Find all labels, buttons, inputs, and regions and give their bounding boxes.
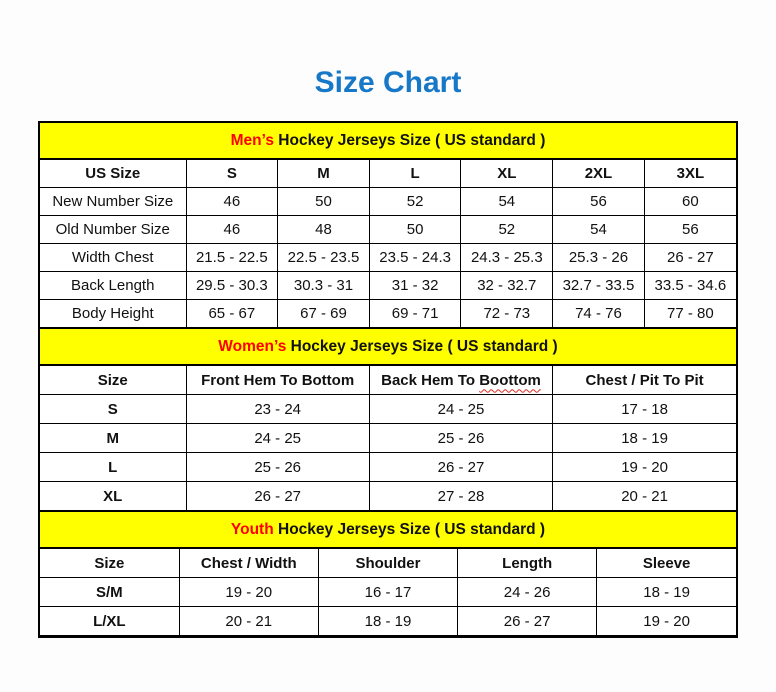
row-label: Width Chest [40, 244, 186, 272]
row-label: XL [40, 482, 186, 511]
cell: 30.3 - 31 [278, 272, 370, 300]
cell: 25.3 - 26 [553, 244, 645, 272]
mens-section-title: Hockey Jerseys Size ( US standard ) [273, 131, 546, 149]
mens-row-new-number-size [40, 188, 736, 216]
mens-col-us-size: US Size [40, 160, 186, 188]
row-label: Body Height [40, 300, 186, 328]
cell: 23.5 - 24.3 [369, 244, 461, 272]
womens-row-m [40, 424, 736, 453]
size-chart [38, 121, 738, 638]
womens-header-row [40, 366, 736, 395]
mens-size-table [40, 159, 736, 328]
womens-row-s [40, 395, 736, 424]
youth-col-size: Size [40, 549, 179, 578]
youth-section-header [40, 511, 736, 548]
back-hem-text: Back Hem To [381, 371, 480, 389]
row-label: L/XL [40, 607, 179, 636]
cell: 77 - 80 [644, 300, 736, 328]
youth-col-sleeve: Sleeve [597, 549, 736, 578]
mens-col-2xl: 2XL [553, 160, 645, 188]
cell: 24.3 - 25.3 [461, 244, 553, 272]
cell: 20 - 21 [179, 607, 318, 636]
youth-col-length: Length [458, 549, 597, 578]
cell: 24 - 25 [369, 395, 552, 424]
cell: 52 [461, 216, 553, 244]
youth-row-lxl [40, 607, 736, 636]
mens-row-body-height [40, 300, 736, 328]
row-label: L [40, 453, 186, 482]
cell: 18 - 19 [597, 578, 736, 607]
cell: 26 - 27 [458, 607, 597, 636]
womens-row-xl [40, 482, 736, 511]
cell: 72 - 73 [461, 300, 553, 328]
cell: 67 - 69 [278, 300, 370, 328]
youth-section-highlight: Youth [230, 520, 274, 538]
mens-row-width-chest [40, 244, 736, 272]
cell: 50 [278, 188, 370, 216]
youth-col-shoulder: Shoulder [318, 549, 457, 578]
cell: 26 - 27 [186, 482, 369, 511]
mens-row-old-number-size [40, 216, 736, 244]
page-title: Size Chart [314, 66, 462, 99]
cell: 69 - 71 [369, 300, 461, 328]
row-label: Back Length [40, 272, 186, 300]
mens-col-l: L [369, 160, 461, 188]
mens-col-xl: XL [461, 160, 553, 188]
cell: 31 - 32 [369, 272, 461, 300]
cell: 25 - 26 [186, 453, 369, 482]
cell: 21.5 - 22.5 [186, 244, 278, 272]
cell: 20 - 21 [553, 482, 736, 511]
mens-row-back-length [40, 272, 736, 300]
youth-col-chest-width: Chest / Width [179, 549, 318, 578]
cell: 54 [461, 188, 553, 216]
womens-section-header [40, 328, 736, 365]
mens-header-row [40, 160, 736, 188]
cell: 16 - 17 [318, 578, 457, 607]
cell: 24 - 25 [186, 424, 369, 453]
row-label: M [40, 424, 186, 453]
mens-col-m: M [278, 160, 370, 188]
youth-section-title: Hockey Jerseys Size ( US standard ) [273, 520, 546, 538]
cell: 17 - 18 [553, 395, 736, 424]
youth-header-row [40, 549, 736, 578]
cell: 60 [644, 188, 736, 216]
mens-col-s: S [186, 160, 278, 188]
cell: 22.5 - 23.5 [278, 244, 370, 272]
cell: 54 [553, 216, 645, 244]
womens-col-back-hem [369, 366, 552, 395]
cell: 52 [369, 188, 461, 216]
womens-col-size: Size [40, 366, 186, 395]
mens-col-3xl: 3XL [644, 160, 736, 188]
cell: 74 - 76 [553, 300, 645, 328]
cell: 46 [186, 188, 278, 216]
row-label: New Number Size [40, 188, 186, 216]
cell: 56 [644, 216, 736, 244]
cell: 18 - 19 [318, 607, 457, 636]
cell: 32 - 32.7 [461, 272, 553, 300]
row-label: S/M [40, 578, 179, 607]
youth-size-table [40, 548, 736, 636]
cell: 24 - 26 [458, 578, 597, 607]
back-hem-misspelled-word: Boottom [479, 371, 541, 389]
cell: 26 - 27 [644, 244, 736, 272]
cell: 19 - 20 [179, 578, 318, 607]
cell: 19 - 20 [597, 607, 736, 636]
cell: 50 [369, 216, 461, 244]
cell: 23 - 24 [186, 395, 369, 424]
cell: 48 [278, 216, 370, 244]
womens-row-l [40, 453, 736, 482]
cell: 46 [186, 216, 278, 244]
cell: 29.5 - 30.3 [186, 272, 278, 300]
womens-section-highlight: Women’s [218, 337, 287, 355]
mens-section-header [40, 123, 736, 159]
mens-section-highlight: Men’s [230, 131, 274, 149]
womens-section-title: Hockey Jerseys Size ( US standard ) [286, 337, 558, 355]
cell: 65 - 67 [186, 300, 278, 328]
cell: 32.7 - 33.5 [553, 272, 645, 300]
cell: 18 - 19 [553, 424, 736, 453]
youth-row-sm [40, 578, 736, 607]
womens-col-front-hem: Front Hem To Bottom [186, 366, 369, 395]
cell: 25 - 26 [369, 424, 552, 453]
cell: 27 - 28 [369, 482, 552, 511]
cell: 19 - 20 [553, 453, 736, 482]
cell: 56 [553, 188, 645, 216]
womens-size-table [40, 365, 736, 511]
cell: 26 - 27 [369, 453, 552, 482]
row-label: S [40, 395, 186, 424]
row-label: Old Number Size [40, 216, 186, 244]
womens-col-chest: Chest / Pit To Pit [553, 366, 736, 395]
cell: 33.5 - 34.6 [644, 272, 736, 300]
